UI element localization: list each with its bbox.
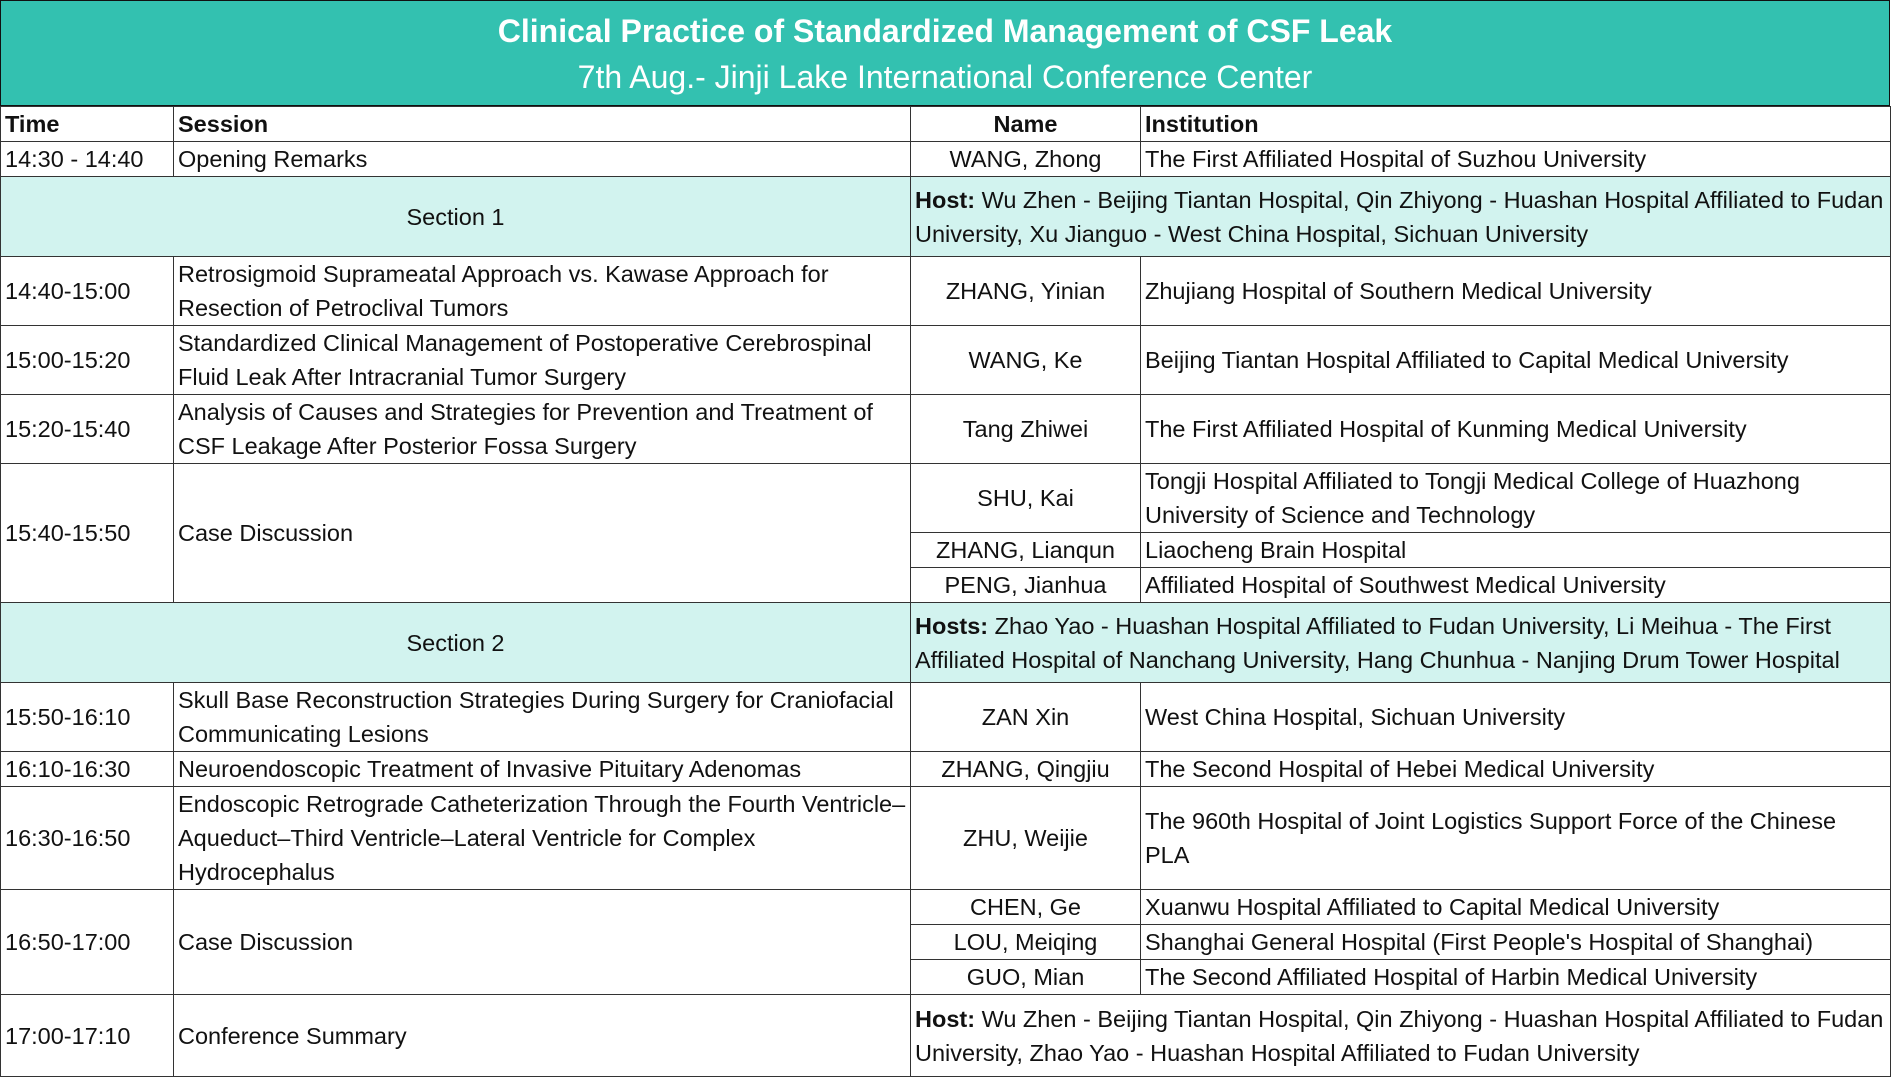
session-cell: Skull Base Reconstruction Strategies During Surgery for Craniofacial Communicating Lesions [174,683,911,752]
session-cell: Opening Remarks [174,142,911,177]
host-prefix: Host: [915,186,976,213]
institution-cell: Affiliated Hospital of Southwest Medical University [1141,568,1891,603]
page-subtitle: 7th Aug.- Jinji Lake International Conference Center [577,59,1313,95]
host-cell [911,603,1891,683]
col-header-institution: Institution [1141,107,1891,142]
col-header-session: Session [174,107,911,142]
time-cell: 14:30 - 14:40 [1,142,174,177]
col-header-name: Name [911,107,1141,142]
table-row [1,142,1891,177]
session-cell: Conference Summary [174,995,911,1077]
host-text: Wu Zhen - Beijing Tiantan Hospital, Qin Zhiyong - Huashan Hospital Affiliated to Fudan University, Xu Jianguo - West China Hospital, Sichuan University [915,186,1884,247]
table-row [1,257,1891,326]
time-cell: 16:50-17:00 [1,890,174,995]
institution-cell: The Second Affiliated Hospital of Harbin Medical University [1141,960,1891,995]
institution-cell: Tongji Hospital Affiliated to Tongji Medical College of Huazhong University of Science and Technology [1141,464,1891,533]
table-row [1,464,1891,533]
time-cell: 14:40-15:00 [1,257,174,326]
institution-cell: Xuanwu Hospital Affiliated to Capital Medical University [1141,890,1891,925]
section-row [1,603,1891,683]
speaker-name: LOU, Meiqing [911,925,1141,960]
institution-cell: Zhujiang Hospital of Southern Medical University [1141,257,1891,326]
speaker-name: ZAN Xin [911,683,1141,752]
speaker-name: GUO, Mian [911,960,1141,995]
session-cell: Case Discussion [174,890,911,995]
institution-cell: The First Affiliated Hospital of Kunming Medical University [1141,395,1891,464]
time-cell: 15:40-15:50 [1,464,174,603]
host-prefix: Host: [915,1005,976,1032]
speaker-name: ZHANG, Yinian [911,257,1141,326]
time-cell: 15:20-15:40 [1,395,174,464]
speaker-name: ZHANG, Qingjiu [911,752,1141,787]
speaker-name: ZHANG, Lianqun [911,533,1141,568]
speaker-name: ZHU, Weijie [911,787,1141,890]
time-cell: 15:50-16:10 [1,683,174,752]
institution-cell: Liaocheng Brain Hospital [1141,533,1891,568]
title-banner [0,0,1890,106]
speaker-name: SHU, Kai [911,464,1141,533]
page-title: Clinical Practice of Standardized Management of CSF Leak [497,13,1393,49]
host-text: Zhao Yao - Huashan Hospital Affiliated to Fudan University, Li Meihua - The First Affiliated Hospital of Nanchang University, Hang Chunhua - Nanjing Drum Tower Hospital [915,612,1840,673]
host-prefix: Hosts: [915,612,989,639]
table-row [1,995,1891,1077]
speaker-name: Tang Zhiwei [911,395,1141,464]
speaker-name: CHEN, Ge [911,890,1141,925]
host-cell [911,177,1891,257]
institution-cell: Shanghai General Hospital (First People's Hospital of Shanghai) [1141,925,1891,960]
institution-cell: The 960th Hospital of Joint Logistics Support Force of the Chinese PLA [1141,787,1891,890]
speaker-name: WANG, Ke [911,326,1141,395]
time-cell: 15:00-15:20 [1,326,174,395]
host-cell [911,995,1891,1077]
time-cell: 17:00-17:10 [1,995,174,1077]
speaker-name: WANG, Zhong [911,142,1141,177]
agenda-table [0,106,1891,1077]
session-cell: Endoscopic Retrograde Catheterization Through the Fourth Ventricle–Aqueduct–Third Ventricle–Lateral Ventricle for Complex Hydrocephalus [174,787,911,890]
speaker-name: PENG, Jianhua [911,568,1141,603]
table-row [1,752,1891,787]
time-cell: 16:30-16:50 [1,787,174,890]
section-label: Section 1 [1,177,911,257]
section-row [1,177,1891,257]
section-label: Section 2 [1,603,911,683]
host-text: Wu Zhen - Beijing Tiantan Hospital, Qin Zhiyong - Huashan Hospital Affiliated to Fudan University, Zhao Yao - Huashan Hospital Affiliated to Fudan University [915,1005,1884,1066]
time-cell: 16:10-16:30 [1,752,174,787]
header-row [1,107,1891,142]
table-row [1,326,1891,395]
col-header-time: Time [1,107,174,142]
institution-cell: West China Hospital, Sichuan University [1141,683,1891,752]
institution-cell: Beijing Tiantan Hospital Affiliated to Capital Medical University [1141,326,1891,395]
table-row [1,683,1891,752]
session-cell: Standardized Clinical Management of Postoperative Cerebrospinal Fluid Leak After Intracranial Tumor Surgery [174,326,911,395]
session-cell: Case Discussion [174,464,911,603]
table-row [1,890,1891,925]
session-cell: Retrosigmoid Suprameatal Approach vs. Kawase Approach for Resection of Petroclival Tumors [174,257,911,326]
session-cell: Analysis of Causes and Strategies for Prevention and Treatment of CSF Leakage After Posterior Fossa Surgery [174,395,911,464]
institution-cell: The Second Hospital of Hebei Medical University [1141,752,1891,787]
institution-cell: The First Affiliated Hospital of Suzhou University [1141,142,1891,177]
session-cell: Neuroendoscopic Treatment of Invasive Pituitary Adenomas [174,752,911,787]
table-row [1,787,1891,890]
table-row [1,395,1891,464]
